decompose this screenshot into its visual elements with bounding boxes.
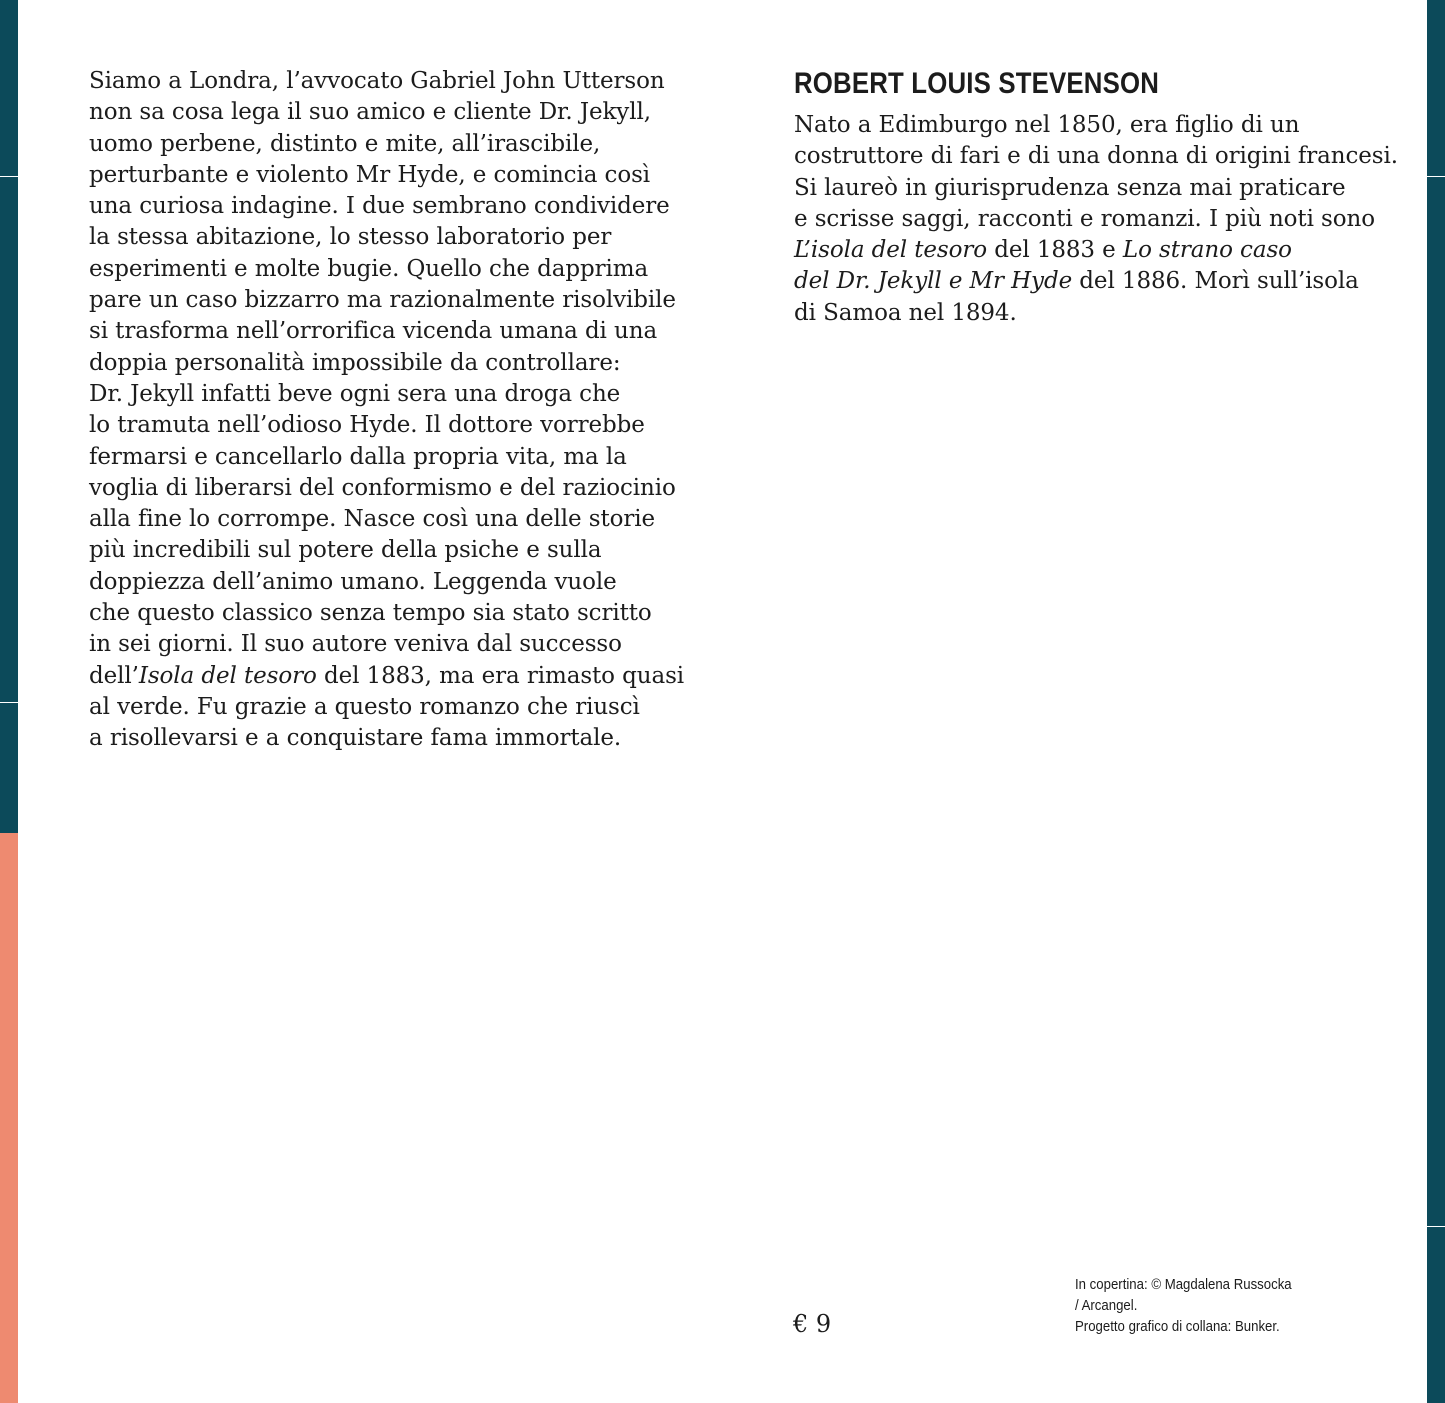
cover-credits (1075, 1274, 1357, 1337)
book-title-italic: Isola del tesoro (138, 662, 317, 689)
left-teal-band (0, 0, 18, 833)
synopsis-line: a risollevarsi e a conquistare fama immortale. (89, 725, 622, 752)
synopsis-line: fermarsi e cancellarlo dalla propria vita, ma la (89, 443, 627, 470)
bio-line: costruttore di fari e di una donna di origini francesi. (794, 143, 1398, 170)
synopsis-line: in sei giorni. Il suo autore veniva dal successo (89, 631, 622, 658)
synopsis-line (89, 661, 685, 692)
bio-line (794, 235, 1394, 266)
right-edge-bar (1427, 0, 1445, 1403)
synopsis-line: al verde. Fu grazie a questo romanzo che riuscì (89, 693, 640, 720)
bio-line: e scrisse saggi, racconti e romanzi. I più noti sono (794, 205, 1375, 232)
synopsis-line: Dr. Jekyll infatti beve ogni sera una droga che (89, 380, 621, 407)
credit-line: Progetto grafico di collana: Bunker. (1075, 1318, 1280, 1335)
synopsis-line: pare un caso bizzarro ma razionalmente risolvibile (89, 287, 676, 314)
synopsis-line: Siamo a Londra, l’avvocato Gabriel John Utterson (89, 68, 665, 94)
synopsis-line: che questo classico senza tempo sia stato scritto (89, 600, 652, 627)
right-tick-top (1427, 176, 1445, 177)
credit-line: / Arcangel. (1075, 1297, 1138, 1314)
synopsis-line: alla fine lo corrompe. Nasce così una delle storie (89, 506, 656, 533)
credit-line: In copertina: © Magdalena Russocka (1075, 1276, 1292, 1293)
synopsis-line: non sa cosa lega il suo amico e cliente Dr. Jekyll, (89, 99, 651, 126)
author-heading: ROBERT LOUIS STEVENSON (794, 67, 1160, 100)
synopsis-line: una curiosa indagine. I due sembrano condividere (89, 193, 670, 220)
price-label: € 9 (793, 1310, 832, 1338)
left-edge-bar (0, 0, 18, 1403)
synopsis-line: uomo perbene, distinto e mite, all’irascibile, (89, 130, 601, 157)
bio-line (794, 266, 1394, 297)
synopsis-line: più incredibili sul potere della psiche e sulla (89, 537, 602, 564)
synopsis-text (89, 66, 685, 755)
book-title-italic: del Dr. Jekyll e Mr Hyde (794, 268, 1073, 295)
left-tick-bottom (0, 702, 18, 703)
synopsis-line: si trasforma nell’orrorifica vicenda umana di una (89, 318, 658, 345)
synopsis-line: la stessa abitazione, lo stesso laboratorio per (89, 224, 612, 251)
bio-line: di Samoa nel 1894. (794, 299, 1017, 326)
synopsis-line: voglia di liberarsi del conformismo e del raziocinio (89, 474, 676, 501)
synopsis-line-part: dell’ (89, 662, 139, 689)
author-bio (794, 110, 1398, 329)
book-title-italic: Lo strano caso (1122, 237, 1292, 264)
left-coral-band (0, 833, 18, 1403)
synopsis-line: esperimenti e molte bugie. Quello che dapprima (89, 255, 649, 282)
synopsis-line: lo tramuta nell’odioso Hyde. Il dottore vorrebbe (89, 412, 645, 439)
book-title-italic: L’isola del tesoro (794, 237, 988, 264)
right-tick-bottom (1427, 1226, 1445, 1227)
right-teal-band (1427, 0, 1445, 1403)
bio-line-part: del 1886. Morì sull’isola (1072, 268, 1359, 295)
left-tick-top (0, 176, 18, 177)
synopsis-line: perturbante e violento Mr Hyde, e comincia così (89, 161, 651, 188)
bio-line: Si laureò in giurisprudenza senza mai praticare (794, 174, 1346, 201)
synopsis-line-part: del 1883, ma era rimasto quasi (316, 662, 685, 689)
bio-line: Nato a Edimburgo nel 1850, era figlio di un (794, 112, 1300, 138)
synopsis-line: doppiezza dell’animo umano. Leggenda vuole (89, 568, 617, 595)
synopsis-line: doppia personalità impossibile da controllare: (89, 349, 621, 376)
bio-line-part: del 1883 e (987, 237, 1123, 264)
